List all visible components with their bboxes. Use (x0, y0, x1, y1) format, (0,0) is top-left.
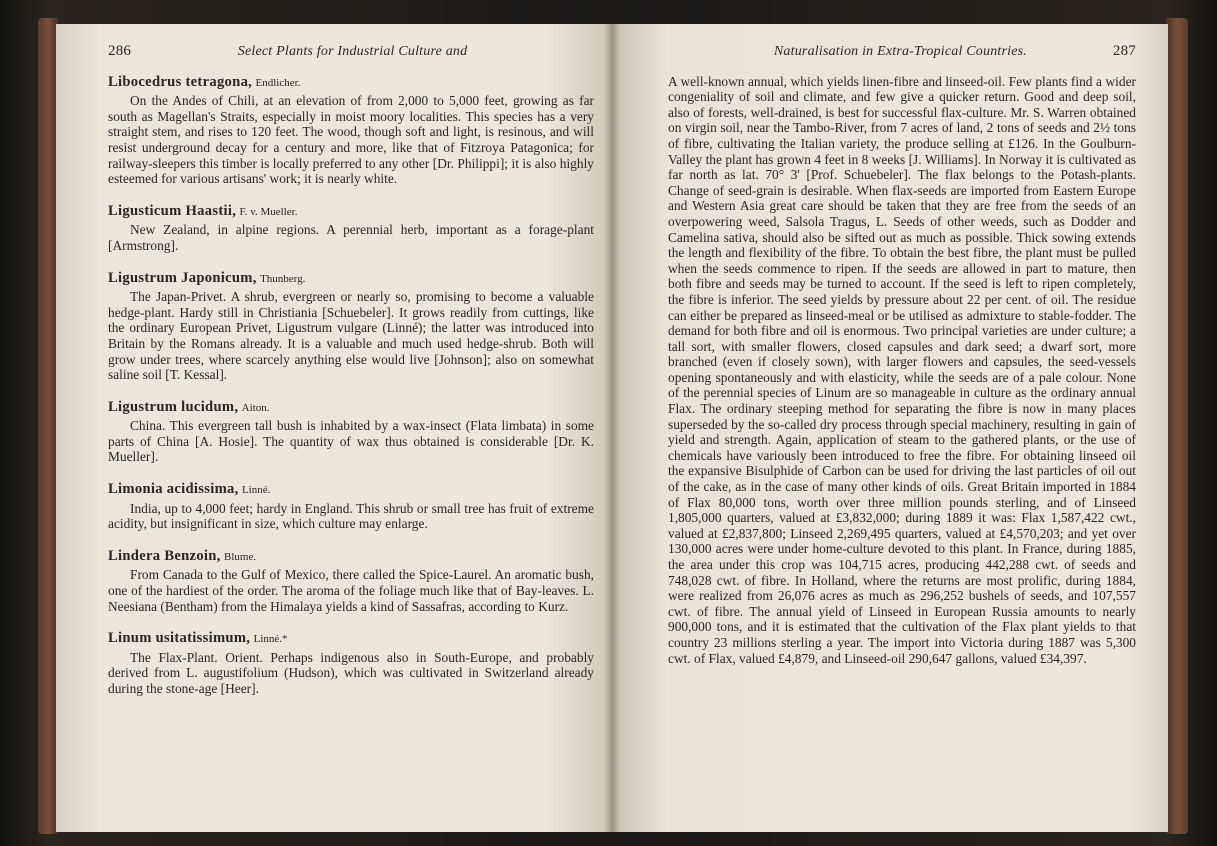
species-authority: F. v. Mueller. (239, 205, 298, 218)
entry-linum-usitatissimum (108, 630, 594, 696)
species-authority: Endlicher. (255, 76, 301, 89)
species-name: Ligustrum Japonicum, (108, 269, 257, 286)
flax-continued-text: A well-known annual, which yields linen-fibre and linseed-oil. Few plants find a wider congeniality of soil and climate, and few give a quicker return. Good and deep soil, also of forests, well-drained, is best for successful flax-culture. Mr. S. Warren obtained on virgin soil, near the Tambo-River, from 7 acres of land, 2 tons of seeds and 2½ tons of fibre, cultivating the Italian variety, the produce selling at £126. In the Goulburn-Valley the plant has grown 4 feet in 8 weeks [J. Williams]. In Norway it is cultivated as far north as lat. 70° 3' [Prof. Schuebeler]. The flax belongs to the Potash-plants. Change of seed-grain is desirable. When flax-seeds are imported from Eastern Europe and Western Asia great care should be taken that they are free from the seeds of an overpowering weed, Salsola Tragus, L. Seeds of other weeds, such as Dodder and Camelina sativa, should also be sifted out as much as possible. Thick sowing extends the length and flexibility of the fibre. To obtain the best fibre, the plant must be pulled when the seeds commence to ripen. If the seeds are allowed in part to mature, then both fibre and seeds may be turned to account. If the seed is left to ripen completely, the fibre is inferior. The seed yields by pressure about 22 per cent. of oil. The residue can either be prepared as linseed-meal or be utilised as admixture to stable-fodder. The demand for both fibre and oil is enormous. Two principal varieties are under culture; a tall sort, with smaller flowers, closed capsules and dark seed; a dwarf sort, more branched (even if closely sown), with larger flowers and capsules, the seed-vessels opening spontaneously and with elasticity, while the seeds are of a pale colour. None of the perennial species of Linum are so manageable in culture as the ordinary annual Flax. The ordinary steeping method for separating the fibre is now in many places superseded by the so-called dry process through special machinery, resulting in gain of yield and strength. Again, application of steam to the gathered plants, or the use of chemicals have variously been introduced to free the fibre. For obtaining linseed oil the expansive Bisulphide of Carbon can be used for driving the last particles of oil out of the cake, as in the case of many other kinds of oils. Great Britain imported in 1884 of Flax 80,000 tons, worth over three million pounds sterling, and of Linseed 1,805,000 quarters, valued at £3,832,000; during 1889 it was: Flax 1,587,422 cwt., valued at £2,837,800; Linseed 2,269,495 quarters, valued at £4,570,203; and yet over 130,000 acres were under home-culture devoted to this plant. In France, during 1885, the area under this crop was 104,715 acres, producing 442,288 cwt. of seeds and 748,028 cwt. of fibre. In Holland, where the returns are most prolific, during 1884, were realized from 26,076 acres as much as 296,252 bushels of seeds, and 107,557 cwt. of fibre. The annual yield of Linseed in European Russia amounts to nearly 900,000 tons, and it is estimated that the cultivation of the Flax plant yields to that country 23 millions sterling a year. The import into Victoria during 1887 was 5,300 cwt. of Flax, valued £4,879, and Linseed-oil 290,647 gallons, valued £34,397. (668, 73, 1136, 666)
entry-lindera-benzoin (108, 548, 594, 614)
entry-text: China. This evergreen tall bush is inhabited by a wax-insect (Flata limbata) in some parts of China [A. Hosie]. The quantity of wax thus obtained is considerable [Dr. K. Mueller]. (108, 418, 594, 465)
right-page-text (668, 44, 1136, 666)
book-gutter (604, 24, 620, 832)
species-name: Lindera Benzoin, (108, 547, 221, 564)
species-name: Limonia acidissima, (108, 481, 239, 498)
species-name: Libocedrus tetragona, (108, 73, 253, 90)
entry-text: India, up to 4,000 feet; hardy in England. This shrub or small tree has fruit of extreme acidity, but insignificant in size, which culture may enlarge. (108, 500, 594, 532)
entry-text: The Flax-Plant. Orient. Perhaps indigenous also in South-Europe, and probably derived from L. augustifolium (Hudson), which was cultivated in Switzerland already during the stone-age [Heer]. (108, 649, 594, 696)
species-name: Ligusticum Haastii, (108, 202, 237, 219)
right-page-number: 287 (1112, 43, 1136, 59)
left-running-head (108, 44, 594, 60)
species-authority: Blume. (224, 550, 257, 563)
species-authority: Linné. (241, 484, 271, 497)
entry-text: From Canada to the Gulf of Mexico, there called the Spice-Laurel. An aromatic bush, one of the hardiest of the order. The aroma of the foliage much like that of Bay-leaves. L. Neesiana (Bentham) from the Himalaya yields a kind of Sassafras, according to Kurz. (108, 567, 594, 614)
left-running-title: Select Plants for Industrial Culture and (237, 44, 468, 59)
entry-text: The Japan-Privet. A shrub, evergreen or nearly so, promising to become a valuable hedge-plant. Hardy still in Christiania [Schuebeler]. It grows readily from cuttings, like the ordinary European Privet, Ligustrum vulgare (Linné); the latter was introduced into Britain by the Romans already. It is a valuable and much used hedge-shrub. Both will grow under trees, where scarcely anything else would live [Johnson]; also on somewhat saline soil [T. Kessal]. (108, 289, 594, 383)
entry-text: New Zealand, in alpine regions. A perennial herb, important as a forage-plant [Armstrong]. (108, 222, 594, 253)
species-name: Linum usitatissimum, (108, 630, 251, 647)
species-authority: Aiton. (241, 401, 270, 414)
entry-ligustrum-lucidum (108, 399, 594, 465)
entry-limonia-acidissima (108, 481, 594, 532)
species-authority: Linné.* (253, 633, 288, 646)
species-name: Ligustrum lucidum, (108, 398, 239, 415)
left-page-text (108, 44, 594, 713)
entry-ligusticum-haastii (108, 203, 594, 254)
right-running-head (668, 44, 1136, 60)
entry-libocedrus (108, 74, 594, 187)
entry-ligustrum-japonicum (108, 270, 594, 383)
entry-text: On the Andes of Chili, at an elevation of from 2,000 to 5,000 feet, growing as far south as Magellan's Straits, especially in moist moory localities. This species has a very straight stem, and rises to 120 feet. The wood, though soft and light, is resinous, and will resist underground decay for a century and more, like that of Fitzroya Patagonica; for railway-sleepers this timber is locally preferred to any other [Dr. Philippi]; it is also highly esteemed for various artisans' work; it is nearly white. (108, 93, 594, 187)
left-page-number: 286 (108, 43, 132, 59)
right-running-title: Naturalisation in Extra-Tropical Countries. (773, 44, 1027, 59)
book-cover-edge-right (1166, 18, 1188, 834)
book-cover-edge-left (38, 18, 58, 834)
species-authority: Thunberg. (260, 272, 306, 285)
